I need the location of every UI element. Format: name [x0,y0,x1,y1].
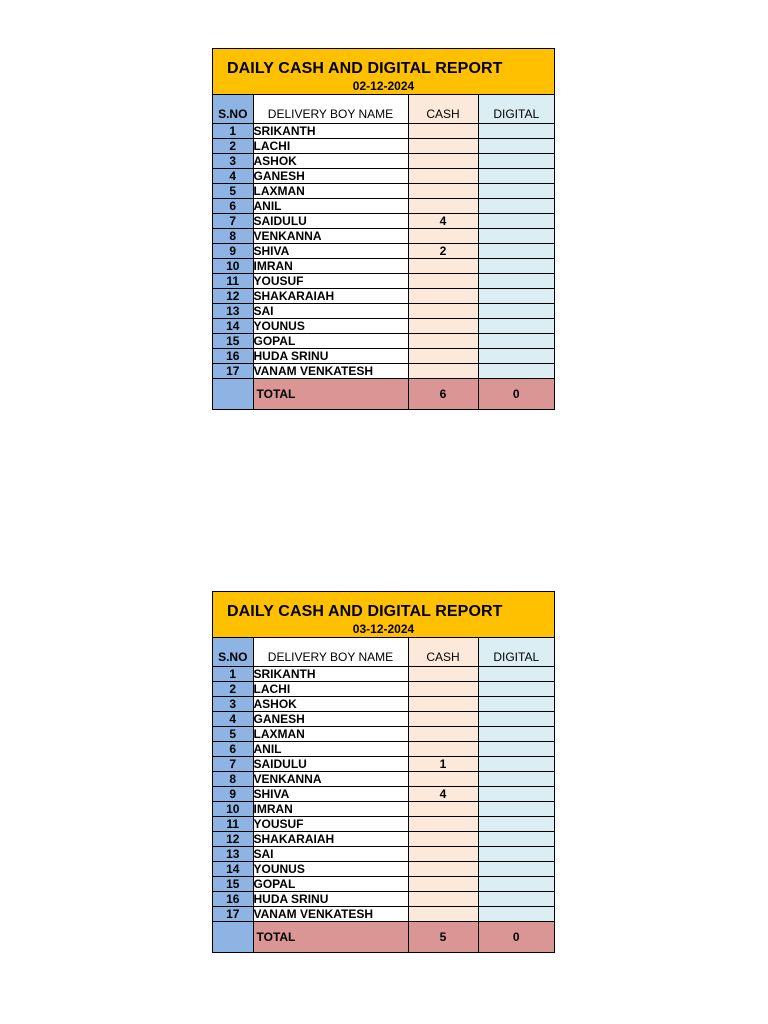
row-name: YOUSUF [253,274,408,289]
row-name: SAIDULU [253,214,408,229]
row-cash: 4 [408,787,478,802]
row-sno: 10 [213,802,253,817]
row-sno: 4 [213,169,253,184]
row-name: VENKANNA [253,229,408,244]
row-cash [408,742,478,757]
column-header-sno: S.NO [213,638,253,667]
row-name: SAIDULU [253,757,408,772]
table-row [213,727,554,742]
row-cash [408,319,478,334]
row-digital [478,847,554,862]
row-sno: 2 [213,139,253,154]
column-header-digital: DIGITAL [478,95,554,124]
row-name: HUDA SRINU [253,349,408,364]
table-row [213,124,554,139]
table-row [213,199,554,214]
table-row [213,274,554,289]
row-cash [408,847,478,862]
row-digital [478,244,554,259]
row-sno: 7 [213,214,253,229]
report-title: DAILY CASH AND DIGITAL REPORT [227,60,503,77]
column-header-name: DELIVERY BOY NAME [253,95,408,124]
row-sno: 1 [213,667,253,682]
row-name: GOPAL [253,334,408,349]
table-row [213,349,554,364]
row-name: HUDA SRINU [253,892,408,907]
table-row [213,244,554,259]
total-digital: 0 [478,922,554,953]
row-digital [478,667,554,682]
row-digital [478,742,554,757]
row-cash [408,862,478,877]
row-sno: 4 [213,712,253,727]
table-row [213,862,554,877]
row-name: VENKANNA [253,772,408,787]
total-row [213,922,554,953]
row-cash [408,892,478,907]
row-sno: 2 [213,682,253,697]
row-cash [408,832,478,847]
row-digital [478,184,554,199]
row-cash: 4 [408,214,478,229]
row-digital [478,304,554,319]
row-cash [408,802,478,817]
row-digital [478,817,554,832]
column-header-row [213,638,554,667]
row-sno: 17 [213,907,253,922]
row-sno: 1 [213,124,253,139]
table-row [213,817,554,832]
row-name: SRIKANTH [253,667,408,682]
table-row [213,742,554,757]
row-name: YOUNUS [253,862,408,877]
total-cash: 5 [408,922,478,953]
row-digital [478,907,554,922]
table-row [213,772,554,787]
table-row [213,334,554,349]
row-digital [478,727,554,742]
table-row [213,712,554,727]
row-cash [408,364,478,379]
row-sno: 14 [213,319,253,334]
row-name: LACHI [253,139,408,154]
row-sno: 15 [213,334,253,349]
row-cash [408,349,478,364]
column-header-name: DELIVERY BOY NAME [253,638,408,667]
row-sno: 16 [213,349,253,364]
row-name: SHIVA [253,787,408,802]
row-cash [408,184,478,199]
row-sno: 11 [213,817,253,832]
total-row [213,379,554,410]
row-name: IMRAN [253,802,408,817]
table-row [213,682,554,697]
row-name: ASHOK [253,154,408,169]
table-row [213,304,554,319]
row-digital [478,319,554,334]
report-card [212,591,555,953]
row-cash [408,817,478,832]
row-digital [478,214,554,229]
row-sno: 15 [213,877,253,892]
column-header-sno: S.NO [213,95,253,124]
table-row [213,169,554,184]
table-row [213,697,554,712]
row-name: ASHOK [253,697,408,712]
row-name: LAXMAN [253,184,408,199]
report-card [212,48,555,410]
row-cash [408,334,478,349]
row-name: SRIKANTH [253,124,408,139]
row-digital [478,832,554,847]
row-sno: 16 [213,892,253,907]
row-digital [478,274,554,289]
row-name: ANIL [253,199,408,214]
row-digital [478,349,554,364]
row-name: SHAKARAIAH [253,289,408,304]
row-digital [478,259,554,274]
row-sno: 8 [213,772,253,787]
total-label: TOTAL [253,379,408,410]
row-sno: 9 [213,244,253,259]
row-cash [408,124,478,139]
row-sno: 13 [213,304,253,319]
row-cash: 2 [408,244,478,259]
row-name: ANIL [253,742,408,757]
row-sno: 12 [213,832,253,847]
row-name: VANAM VENKATESH [253,364,408,379]
table-row [213,139,554,154]
column-header-cash: CASH [408,95,478,124]
table-row [213,289,554,304]
row-cash [408,712,478,727]
row-cash: 1 [408,757,478,772]
row-name: YOUNUS [253,319,408,334]
report-table-body [213,638,554,952]
report-header [213,592,554,638]
total-digital: 0 [478,379,554,410]
report-title: DAILY CASH AND DIGITAL REPORT [227,603,503,620]
row-digital [478,124,554,139]
row-name: SHIVA [253,244,408,259]
table-row [213,364,554,379]
table-row [213,319,554,334]
total-cash: 6 [408,379,478,410]
row-cash [408,154,478,169]
row-name: IMRAN [253,259,408,274]
row-digital [478,802,554,817]
row-name: SHAKARAIAH [253,832,408,847]
report-date: 03-12-2024 [352,622,415,636]
row-name: LAXMAN [253,727,408,742]
row-sno: 3 [213,697,253,712]
row-sno: 9 [213,787,253,802]
row-cash [408,274,478,289]
row-cash [408,877,478,892]
row-digital [478,229,554,244]
table-row [213,847,554,862]
table-row [213,892,554,907]
row-digital [478,154,554,169]
row-cash [408,667,478,682]
row-sno: 7 [213,757,253,772]
total-sno-blank [213,922,253,953]
row-name: YOUSUF [253,817,408,832]
row-cash [408,199,478,214]
row-cash [408,229,478,244]
row-name: VANAM VENKATESH [253,907,408,922]
row-sno: 5 [213,184,253,199]
row-digital [478,334,554,349]
table-row [213,877,554,892]
row-name: SAI [253,847,408,862]
row-cash [408,259,478,274]
row-digital [478,682,554,697]
row-digital [478,199,554,214]
row-sno: 6 [213,742,253,757]
row-sno: 8 [213,229,253,244]
row-cash [408,682,478,697]
row-sno: 13 [213,847,253,862]
row-digital [478,862,554,877]
table-row [213,667,554,682]
row-cash [408,169,478,184]
row-sno: 5 [213,727,253,742]
report-header [213,49,554,95]
row-digital [478,289,554,304]
row-cash [408,304,478,319]
row-digital [478,169,554,184]
row-digital [478,697,554,712]
row-sno: 3 [213,154,253,169]
row-name: LACHI [253,682,408,697]
row-cash [408,697,478,712]
row-sno: 11 [213,274,253,289]
row-cash [408,289,478,304]
row-digital [478,364,554,379]
row-sno: 6 [213,199,253,214]
table-row [213,802,554,817]
table-row [213,907,554,922]
row-digital [478,772,554,787]
row-digital [478,757,554,772]
row-digital [478,712,554,727]
row-digital [478,892,554,907]
report-date: 02-12-2024 [352,79,415,93]
total-sno-blank [213,379,253,410]
row-sno: 14 [213,862,253,877]
table-row [213,787,554,802]
column-header-row [213,95,554,124]
report-table-body [213,95,554,409]
row-digital [478,877,554,892]
table-row [213,757,554,772]
table-row [213,229,554,244]
row-sno: 17 [213,364,253,379]
table-row [213,154,554,169]
row-sno: 12 [213,289,253,304]
row-name: SAI [253,304,408,319]
row-cash [408,139,478,154]
column-header-cash: CASH [408,638,478,667]
total-label: TOTAL [253,922,408,953]
table-row [213,214,554,229]
row-cash [408,727,478,742]
row-digital [478,139,554,154]
table-row [213,184,554,199]
row-cash [408,772,478,787]
row-name: GANESH [253,712,408,727]
column-header-digital: DIGITAL [478,638,554,667]
row-sno: 10 [213,259,253,274]
table-row [213,832,554,847]
row-cash [408,907,478,922]
report-table [213,638,554,952]
table-row [213,259,554,274]
row-name: GANESH [253,169,408,184]
report-table [213,95,554,409]
row-digital [478,787,554,802]
row-name: GOPAL [253,877,408,892]
